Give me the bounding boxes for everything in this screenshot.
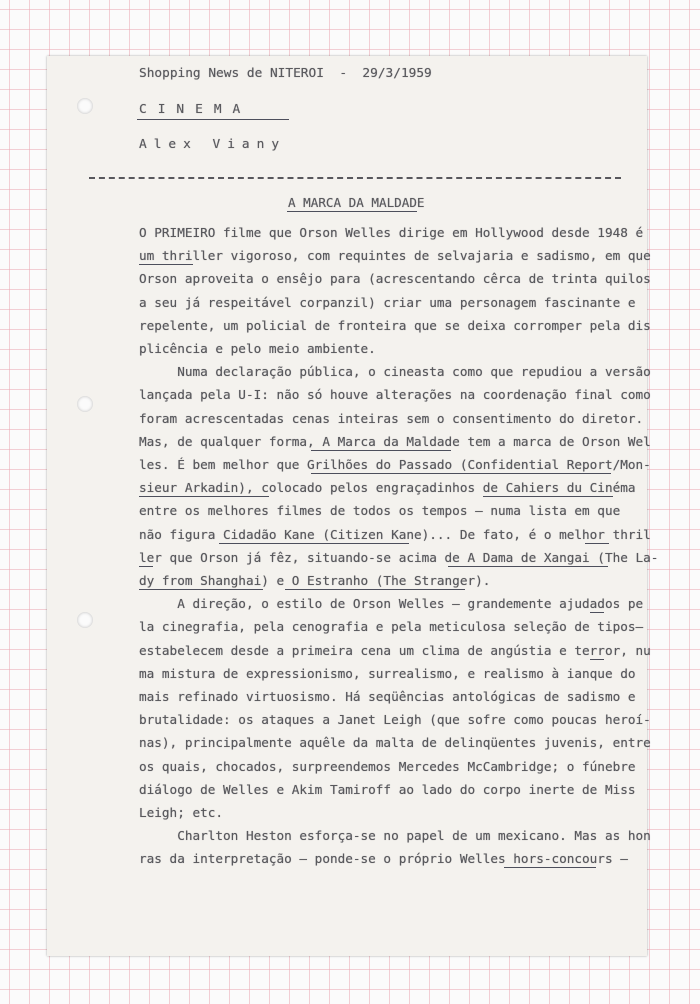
title-underline <box>139 496 269 497</box>
article-title-underline <box>287 211 417 212</box>
article-line: Mas, de qualquer forma, A Marca da Maldade tem a marca de Orson Wel <box>139 433 651 449</box>
article-line: foram acrescentadas cenas inteiras sem o consentimento do diretor. <box>139 410 644 426</box>
article-line: sieur Arkadin), colocado pelos engraçadinhos de Cahiers du Cinéma <box>139 480 636 496</box>
section-title-underline <box>137 119 289 120</box>
title-underline <box>585 543 609 544</box>
punch-hole <box>77 612 93 628</box>
title-underline <box>448 566 608 567</box>
title-underline <box>139 264 193 265</box>
article-line: la cinegrafia, pela cenografia e pela meticulosa seleção de tipos— <box>139 619 644 635</box>
article-line: entre os melhores filmes de todos os tempos — numa lista em que <box>139 503 621 519</box>
punch-hole <box>77 98 93 114</box>
article-line: A direção, o estilo de Orson Welles — grandemente ajudados pe <box>139 596 644 612</box>
title-underline <box>483 496 613 497</box>
article-line: O PRIMEIRO filme que Orson Welles dirige em Hollywood desde 1948 é <box>139 225 644 240</box>
title-underline <box>311 450 451 451</box>
article-line: plicência e pelo meio ambiente. <box>139 341 376 356</box>
article-line: brutalidade: os ataques a Janet Leigh (que sofre como poucas heroí- <box>139 712 651 728</box>
title-underline <box>504 867 596 868</box>
article-line: Numa declaração pública, o cineasta como que repudiou a versão <box>139 364 651 380</box>
article-line: ma mistura de expressionismo, surrealismo, e realismo à ianque do <box>139 665 636 681</box>
article-line: Charlton Heston esforça-se no papel de um mexicano. Mas as hon <box>139 828 651 844</box>
article-line: diálogo de Welles e Akim Tamiroff ao lado do corpo inerte de Miss <box>139 781 636 797</box>
article-line: lançada pela U-I: não só houve alterações na coordenação final como <box>139 387 651 403</box>
author-name: Alex Viany <box>139 137 287 152</box>
title-underline <box>590 612 604 613</box>
article-line: os quais, chocados, surpreendemos Mercedes McCambridge; o fúnebre <box>139 758 636 774</box>
article-line: dy from Shanghai) e O Estranho (The Stranger). <box>139 573 491 588</box>
article-title: A MARCA DA MALDADE <box>288 195 425 210</box>
article-line: repelente, um policial de fronteira que se deixa corromper pela dis <box>139 317 651 333</box>
title-underline <box>285 589 465 590</box>
article-line: mais refinado virtuosismo. Há seqüências antológicas de sadismo e <box>139 689 636 704</box>
source-line: Shopping News de NITEROI - 29/3/1959 <box>139 66 432 81</box>
title-underline <box>139 566 153 567</box>
article-line: ler que Orson já fêz, situando-se acima de A Dama de Xangai (The La- <box>139 549 659 565</box>
article-line: estabelecem desde a primeira cena um clima de angústia e terror, nu <box>139 642 651 658</box>
title-underline <box>590 659 604 660</box>
section-title: CINEMA <box>139 102 252 117</box>
article-line: um thriller vigoroso, com requintes de selvajaria e sadismo, em que <box>139 248 651 264</box>
article-line: nas), principalmente aquêle da malta de delinqüentes juvenis, entre <box>139 735 651 751</box>
header-divider <box>89 177 621 179</box>
article-line: a seu já respeitável corpanzil) criar uma personagem fascinante e <box>139 294 636 310</box>
article-line: Leigh; etc. <box>139 805 224 820</box>
article-line: les. É bem melhor que Grilhões do Passado (Confidential Report/Mon- <box>139 457 651 472</box>
title-underline <box>311 473 611 474</box>
article-line: ras da interpretação — ponde-se o próprio Welles hors-concours — <box>139 851 628 867</box>
article-line: Orson aproveita o ensêjo para (acrescentando cêrca de trinta quilos <box>139 271 651 287</box>
title-underline <box>139 589 263 590</box>
article-line: não figura Cidadão Kane (Citizen Kane)... De fato, é o melhor thril <box>139 526 651 542</box>
title-underline <box>219 543 409 544</box>
punch-hole <box>77 396 93 412</box>
